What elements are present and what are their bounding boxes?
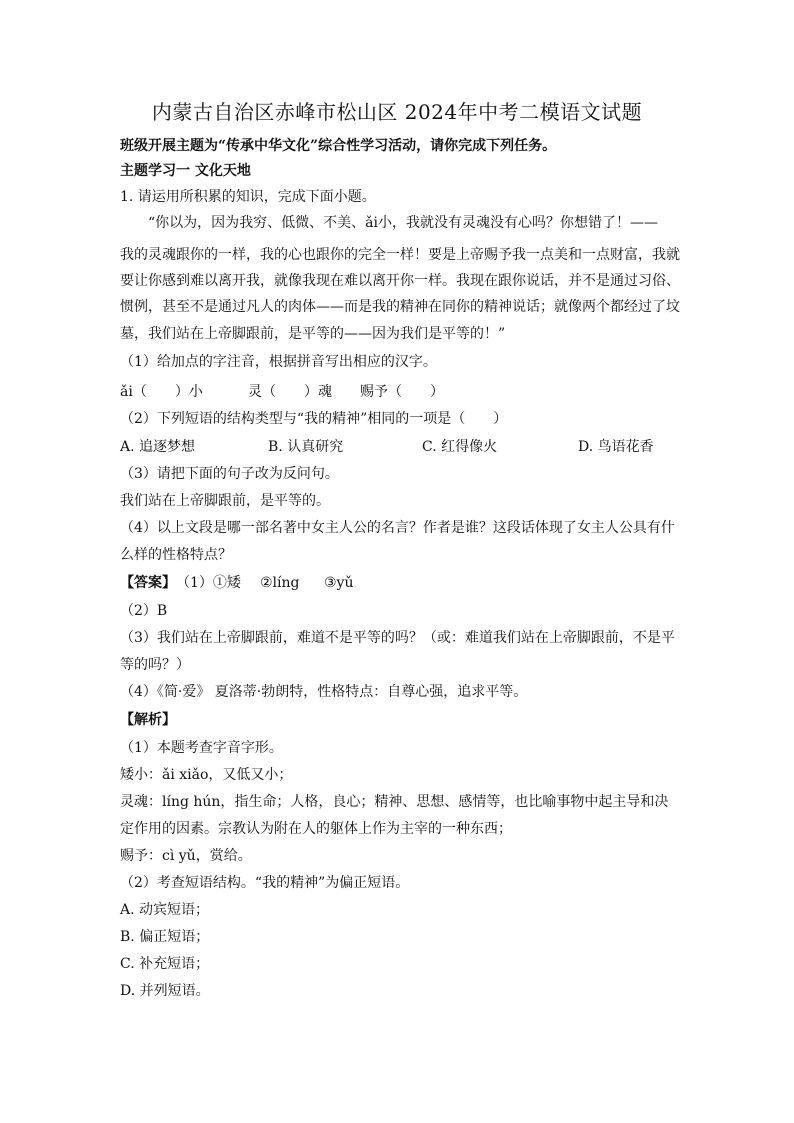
analysis-line: C. 补充短语； (120, 956, 210, 972)
option-a: A. 追逐梦想 (120, 439, 196, 455)
analysis-label: 【解析】 (120, 712, 176, 728)
option-c: C. 红得像火 (422, 439, 498, 455)
option-d: D. 鸟语花香 (578, 439, 654, 455)
analysis-line: 赐予：cì yǔ，赏给。 (120, 848, 252, 864)
page-title: 内蒙古自治区赤峰市松山区 2024年中考二模语文试题 (151, 100, 643, 124)
analysis-line: 定作用的因素。宗教认为附在人的躯体上作为主宰的一种东西； (120, 821, 512, 837)
passage-line: 惯例，甚至不是通过凡人的肉体——而是我的精神在同你的精神说话；就像两个都经过了坟 (120, 299, 680, 315)
answer-3: 等的吗？） (120, 657, 190, 673)
pinyin-item: 灵（ ）魂 (248, 384, 332, 400)
answer-part: ③yǔ (324, 575, 354, 591)
sub-question-3-sentence: 我们站在上帝脚跟前，是平等的。 (120, 493, 330, 509)
pinyin-items (120, 383, 680, 401)
analysis-line: A. 动宾短语； (120, 902, 210, 918)
passage-line: “你以为，因为我穷、低微、不美、ǎi小，我就没有灵魂没有心吗？你想错了！—— (148, 215, 658, 231)
answer-3: （3）我们站在上帝脚跟前，难道不是平等的吗？（或：难道我们站在上帝脚跟前，不是平 (120, 630, 675, 646)
passage-line: 我的灵魂跟你的一样，我的心也跟你的完全一样！要是上帝赐予我一点美和一点财富，我就 (120, 247, 680, 263)
pinyin-item: 赐予（ ） (360, 384, 444, 400)
analysis-line: B. 偏正短语； (120, 929, 210, 945)
sub-question-3: （3）请把下面的句子改为反问句。 (120, 466, 339, 482)
pinyin-item: ǎi（ ）小 (120, 384, 203, 400)
analysis-line: （1）本题考查字音字形。 (120, 740, 283, 756)
sub-question-4: 么样的性格特点？ (120, 547, 232, 563)
analysis-line: （2）考查短语结构。“我的精神”为偏正短语。 (120, 875, 410, 891)
choice-options (120, 438, 680, 456)
passage-line: 要让你感到难以离开我，就像我现在难以离开你一样。我现在跟你说话，并不是通过习俗、 (120, 273, 680, 289)
section-heading: 主题学习一 文化天地 (120, 163, 251, 179)
option-b: B. 认真研究 (268, 439, 344, 455)
answer-2: （2）B (120, 603, 168, 619)
analysis-line: 灵魂：líng hún，指生命；人格，良心；精神、思想、感情等，也比喻事物中起主导和决 (120, 794, 669, 810)
analysis-line: D. 并列短语。 (120, 983, 210, 999)
answer-line-1 (120, 574, 680, 592)
passage-line: 墓，我们站在上帝脚跟前，是平等的——因为我们是平等的！” (120, 326, 506, 342)
intro-text: 班级开展主题为“传承中华文化”综合性学习活动，请你完成下列任务。 (120, 138, 557, 154)
analysis-line: 矮小：ǎi xiǎo，又低又小； (120, 767, 293, 783)
answer-label: 【答案】 (120, 575, 176, 591)
answer-part: ②líng (260, 575, 300, 591)
answer-part: （1）①矮 (176, 575, 241, 591)
answer-4: （4）《简·爱》 夏洛蒂·勃朗特，性格特点：自尊心强，追求平等。 (120, 684, 528, 700)
question-1-prompt: 1. 请运用所积累的知识，完成下面小题。 (120, 189, 376, 205)
sub-question-4: （4）以上文段是哪一部名著中女主人公的名言？作者是谁？这段话体现了女主人公具有什 (120, 520, 675, 536)
sub-question-2: （2）下列短语的结构类型与“我的精神”相同的一项是（ ） (120, 411, 508, 427)
sub-question-1: （1）给加点的字注音，根据拼音写出相应的汉字。 (120, 354, 437, 370)
